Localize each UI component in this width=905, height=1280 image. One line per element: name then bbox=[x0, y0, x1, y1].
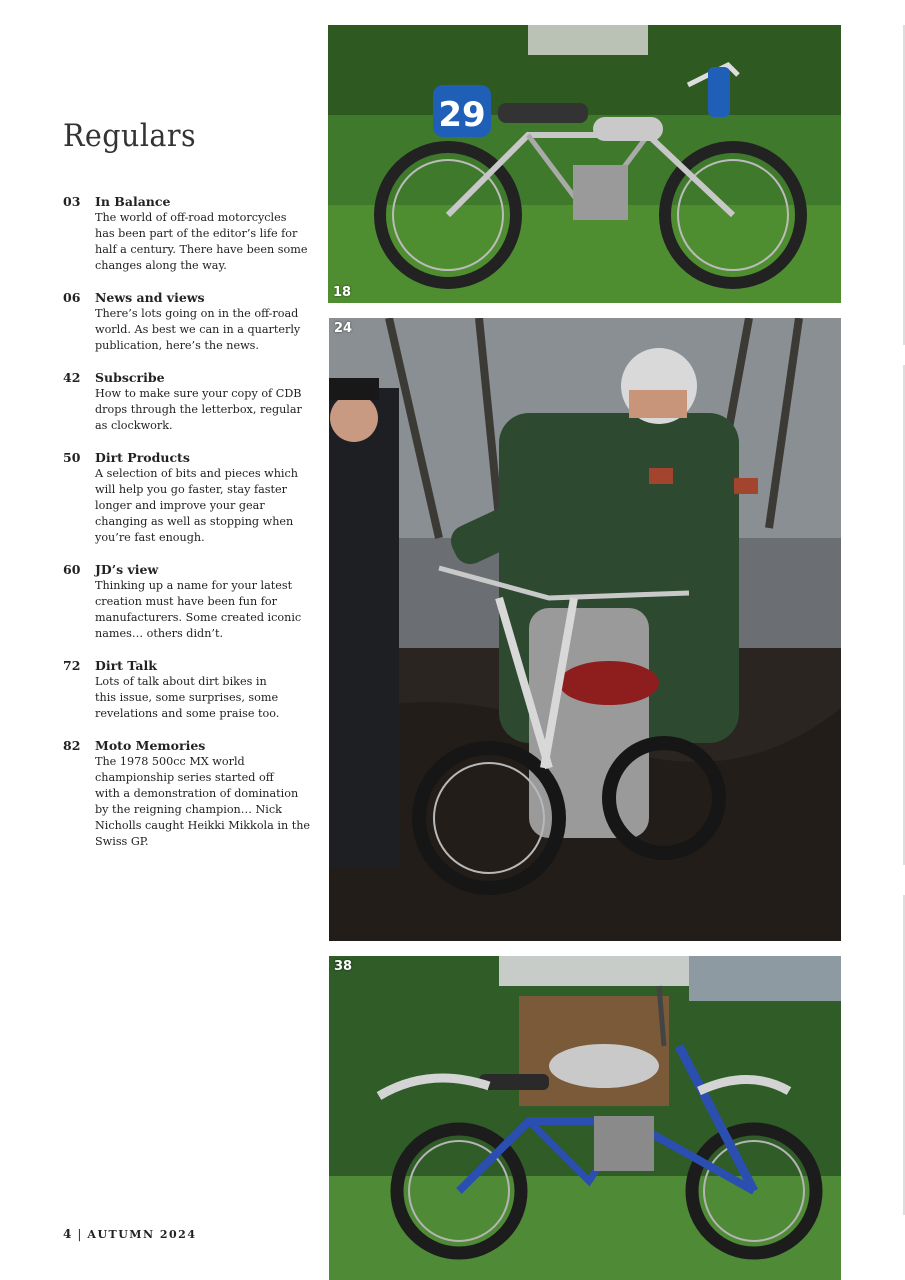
contents-entry[interactable] bbox=[63, 738, 315, 850]
photo-speedway-bike[interactable] bbox=[328, 25, 841, 303]
entry-page-number: 03 bbox=[63, 194, 81, 209]
entry-title: Dirt Talk bbox=[95, 658, 157, 673]
entry-title: JD’s view bbox=[95, 562, 159, 577]
entry-page-number: 50 bbox=[63, 450, 81, 465]
entry-description: The world of off-road motorcycles has been part of the editor’s life for half a century. There have been some changes along the way. bbox=[95, 211, 308, 272]
footer-page-number: 4 bbox=[63, 1227, 72, 1241]
contents-entry[interactable] bbox=[63, 658, 315, 722]
contents-entry[interactable] bbox=[63, 194, 315, 274]
plate-number: 29 bbox=[438, 95, 486, 135]
entry-page-number: 72 bbox=[63, 658, 81, 673]
entry-page-number: 06 bbox=[63, 290, 81, 305]
entry-title: Dirt Products bbox=[95, 450, 190, 465]
photo-trials-rider[interactable] bbox=[329, 318, 841, 941]
contents-list bbox=[63, 194, 315, 866]
contents-entry[interactable] bbox=[63, 450, 315, 546]
contents-entry[interactable] bbox=[63, 290, 315, 354]
page-footer bbox=[63, 1227, 197, 1241]
entry-description: There’s lots going on in the off-road world. As best we can in a quarterly publication, here’s the news. bbox=[95, 307, 301, 352]
page-title: Regulars bbox=[63, 118, 197, 154]
photo-page-badge: 18 bbox=[333, 285, 352, 300]
photo-page-badge: 38 bbox=[334, 959, 353, 974]
photo-page-badge: 24 bbox=[334, 321, 353, 336]
entry-title: Moto Memories bbox=[95, 738, 206, 753]
entry-title: Subscribe bbox=[95, 370, 165, 385]
footer-separator: | bbox=[77, 1227, 82, 1241]
entry-description: A selection of bits and pieces which will help you go faster, stay faster longer and improve your gear changing as well as stopping when you’re fast enough. bbox=[95, 467, 298, 544]
entry-description: Lots of talk about dirt bikes in this issue, some surprises, some revelations and some praise too. bbox=[95, 675, 280, 720]
entry-title: In Balance bbox=[95, 194, 171, 209]
entry-title: News and views bbox=[95, 290, 205, 305]
entry-page-number: 60 bbox=[63, 562, 81, 577]
entry-description: Thinking up a name for your latest creation must have been fun for manufacturers. Some created iconic names… others didn’t. bbox=[95, 579, 302, 640]
contents-entry[interactable] bbox=[63, 370, 315, 434]
contents-entry[interactable] bbox=[63, 562, 315, 642]
entry-description: How to make sure your copy of CDB drops through the letterbox, regular as clockwork. bbox=[95, 387, 302, 432]
photo-trials-bike[interactable] bbox=[329, 956, 841, 1280]
footer-issue: AUTUMN 2024 bbox=[87, 1228, 197, 1241]
entry-description: The 1978 500cc MX world championship series started off with a demonstration of domination by the reigning champion… Nick Nicholls caught Heikki Mikkola in the Swiss GP. bbox=[95, 755, 311, 848]
entry-page-number: 42 bbox=[63, 370, 81, 385]
entry-page-number: 82 bbox=[63, 738, 81, 753]
